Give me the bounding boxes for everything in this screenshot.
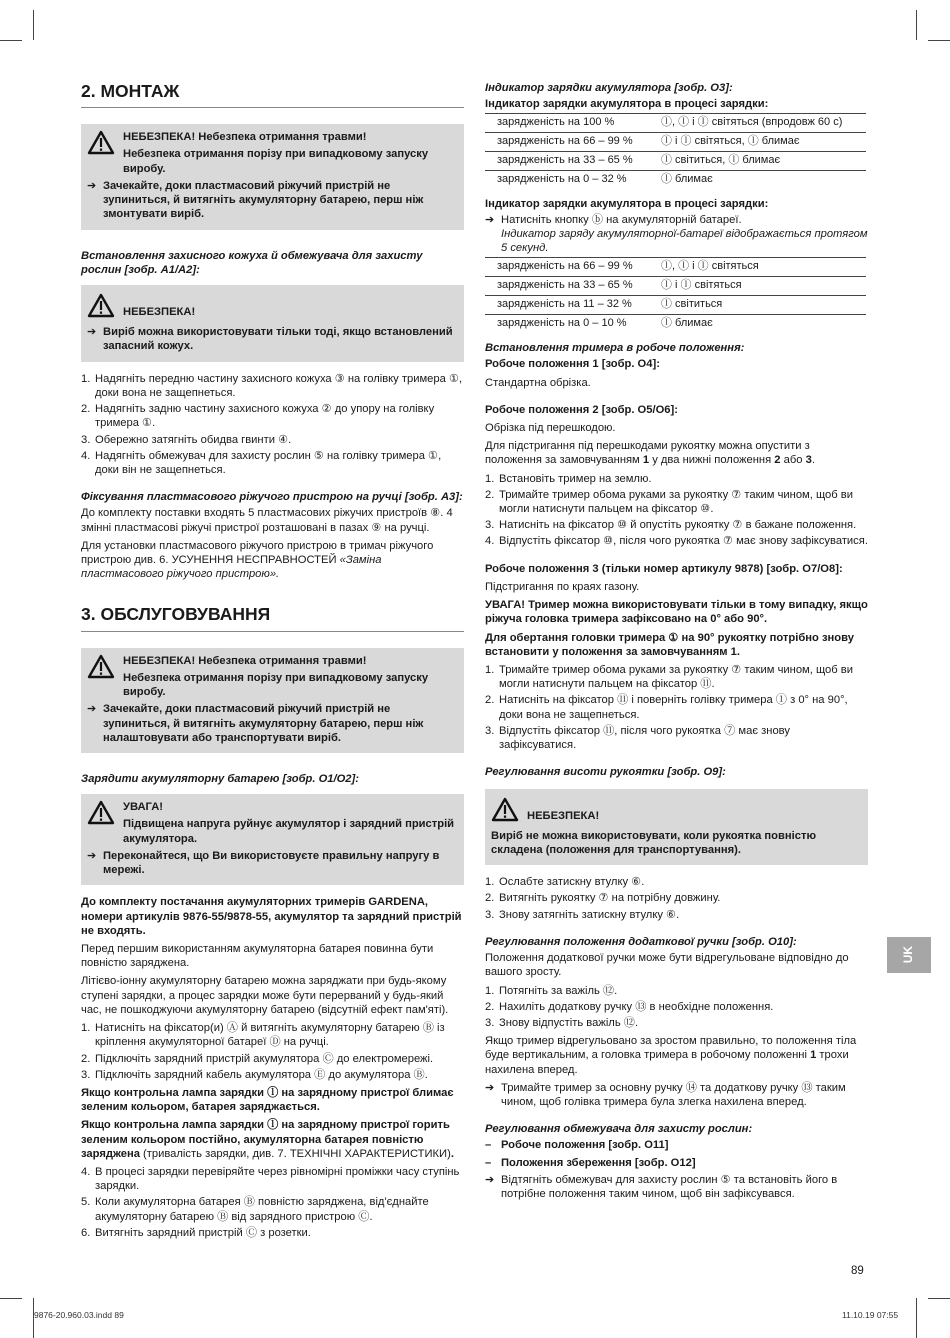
- list-item: 6. Витягніть зарядний пристрій Ⓒ з розетки.: [81, 1226, 311, 1239]
- indicator-subheading-2: Індикатор зарядки акумулятора в процесі зарядки:: [485, 198, 769, 211]
- charge-steps-list: [81, 1021, 464, 1082]
- limiter-arrow-step: ➔ Відтягніть обмежувач для захисту рослин ⑤ та встановіть його в потрібне положення таким чином, щоб він зафіксувався.: [485, 1173, 838, 1201]
- list-item: 1. Натисніть на фіксатор(и) Ⓐ й витягніть акумуляторну батарею Ⓑ із кріплення акумуляторної батареї Ⓓ на ручці.: [81, 1022, 445, 1049]
- table-row: зарядженість на 0 – 32 % ⓛ блимає: [485, 171, 866, 189]
- warning-title: НЕБЕЗПЕКА!: [123, 306, 196, 319]
- press-button-step: ➔ Натисніть кнопку ⓑ на акумуляторній батареї. Індикатор заряду акумуляторної-батареї відображається протягом 5 секунд.: [485, 213, 868, 254]
- footer-date: 11.10.19 07:55: [842, 1310, 899, 1320]
- list-item: 1. Надягніть передню частину захисного кожуха ③ на голівку тримера ①, доки вона не защепнеться.: [81, 372, 463, 399]
- shield-steps-list: [81, 372, 464, 478]
- height-steps: [485, 875, 868, 922]
- warning-title: НЕБЕЗПЕКА!: [527, 810, 600, 823]
- warning-text: Підвищена напруга руйнує акумулятор і зарядний пристрій акумулятора.: [123, 818, 455, 845]
- table-row: зарядженість на 100 % ⓛ, ⓛ і ⓛ світяться (впродовж 60 с): [485, 114, 866, 133]
- table-row: зарядженість на 11 – 32 % ⓛ світиться: [485, 296, 866, 315]
- crop-mark: [928, 40, 950, 41]
- position-3-steps: [485, 663, 868, 752]
- charge-steps-list-2: [81, 1165, 464, 1240]
- list-item: 3. Знову відпустіть важіль ⑫.: [485, 1016, 639, 1029]
- crop-mark: [928, 1298, 950, 1299]
- warning-title: НЕБЕЗПЕКА! Небезпека отримання травми!: [123, 654, 367, 667]
- charge-paragraph-2: Літієво-іонну акумуляторну батарею можна заряджати при будь-якому ступені зарядки, а процес зарядки може бути перерваний у будь-який час, не пошкоджуючи акумуляторну батарею (відсутній ефект пам'яті).: [81, 975, 449, 1016]
- list-item: 2. Натисніть на фіксатор ⑪ і поверніть голівку тримера ① з 0° на 90°, доки вона не защепнеться.: [485, 694, 848, 721]
- position-3-title: Робоче положення 3 (тільки номер артикулу 9878) [зобр. O7/O8]:: [485, 562, 843, 575]
- aux-handle-arrow-step: ➔ Тримайте тример за основну ручку ⑭ та додаткову ручку ⑬ таким чином, щоб голівка тримера була злегка нахилена вперед.: [485, 1081, 846, 1109]
- crop-mark: [0, 1298, 22, 1299]
- aux-handle-heading: Регулювання положення додаткової ручки [зобр. O10]:: [485, 935, 797, 948]
- indicator-heading: Індикатор зарядки акумулятора [зобр. O3]:: [485, 82, 733, 94]
- warning-box-1: [81, 124, 464, 229]
- crop-mark: [0, 40, 22, 41]
- list-item: 3. Натисніть на фіксатор ⑩ й опустіть рукоятку ⑦ в бажане положення.: [485, 519, 857, 532]
- warning-action: Зачекайте, доки пластмасовий ріжучий пристрій не зупиниться, й витягніть акумуляторну батарею, перш ніж змонтувати виріб.: [103, 179, 424, 221]
- arrow-icon: ➔: [87, 179, 97, 192]
- position-2-text: Обрізка під перешкодою.: [485, 421, 616, 434]
- table-row: зарядженість на 66 – 99 % ⓛ і ⓛ світяться, ⓛ блимає: [485, 133, 866, 152]
- arrow-icon: ➔: [87, 849, 97, 862]
- charge-heading: Зарядити акумуляторну батарею [зобр. O1/O2]:: [81, 773, 359, 785]
- fix-paragraph-1: До комплекту поставки входять 5 пластмасових ріжучих пристроїв ⑧. 4 змінні пластмасові ріжучі пристрої розташовані в пазах ⑨ на ручці.: [81, 507, 453, 534]
- list-item: 4. Надягніть обмежувач для захисту рослин ⑤ на голівку тримера ①, доки він не защепнеться.: [81, 449, 442, 476]
- warning-text: Небезпека отримання порізу при випадковому запуску виробу.: [123, 671, 429, 699]
- list-item: 1. Потягніть за важіль ⑫.: [485, 984, 618, 997]
- table-row: зарядженість на 0 – 10 % ⓛ блимає: [485, 315, 866, 333]
- language-tab: UK: [887, 937, 931, 973]
- warning-text: Небезпека отримання порізу при випадковому запуску виробу.: [123, 148, 429, 175]
- list-item: 1. Ослабте затискну втулку ⑥.: [485, 876, 645, 889]
- warning-box-2: [81, 285, 464, 362]
- warning-triangle-icon: [87, 130, 115, 159]
- list-item: 4. В процесі зарядки перевіряйте через рівномірні проміжки часу ступінь зарядки.: [81, 1166, 460, 1193]
- list-item: 5. Коли акумуляторна батарея Ⓑ повністю заряджена, від'єднайте акумуляторну батарею Ⓑ від зарядного пристрою Ⓒ.: [81, 1196, 429, 1223]
- warning-box-3: [81, 648, 464, 753]
- warning-action: Переконайтеся, що Ви використовуєте правильну напругу в мережі.: [103, 849, 440, 877]
- list-item: 2. Підключіть зарядний пристрій акумулятора Ⓒ до електромережі.: [81, 1052, 434, 1065]
- arrow-icon: ➔: [485, 1081, 495, 1094]
- height-heading: Регулювання висоти рукоятки [зобр. O9]:: [485, 766, 726, 779]
- charge-paragraph-1: Перед першим використанням акумуляторна батарея повинна бути повністю заряджена.: [81, 942, 434, 970]
- table-row: зарядженість на 33 – 65 % ⓛ і ⓛ світяться: [485, 277, 866, 296]
- fix-paragraph-2: Для установки пластмасового ріжучого пристрою в тримач ріжучого пристрою див. 6. УСУНЕННЯ НЕСПРАВНОСТЕЙ «Заміна пластмасового ріжучого пристрою».: [81, 539, 434, 581]
- warning-triangle-icon: [87, 293, 115, 322]
- crop-mark: [916, 1298, 917, 1338]
- left-column: [81, 78, 464, 1244]
- aux-handle-text: Положення додаткової ручки може бути відрегульоване відповідно до вашого зросту.: [485, 952, 849, 979]
- position-1-text: Стандартна обрізка.: [485, 376, 591, 389]
- aux-handle-note: Якщо тример відрегульовано за зростом правильно, то положення тіла буде вертикальним, а головка тримера в робочому положенні 1 трохи нахилена вперед.: [485, 1035, 857, 1076]
- arrow-icon: ➔: [485, 1173, 495, 1186]
- lamp-on-note: Якщо контрольна лампа зарядки ⓛ на зарядному пристрої горить зеленим кольором постійно, акумуляторна батарея повністю заряджена (тривалість зарядки, див. 7. ТЕХНІЧНІ ХАРАКТЕРИСТИКИ).: [81, 1119, 454, 1160]
- position-3-warning: УВАГА! Тример можна використовувати тільки в тому випадку, якщо ріжуча головка тримера зафіксовано на 0° або 90°.: [485, 599, 868, 626]
- shield-heading: Встановлення захисного кожуха й обмежувача для захисту рослин [зобр. A1/A2]:: [81, 249, 423, 276]
- charge-indicator-table-2: [485, 257, 866, 333]
- warning-triangle-icon: [491, 797, 519, 826]
- arrow-icon: ➔: [485, 213, 495, 226]
- crop-mark: [916, 10, 917, 40]
- table-row: зарядженість на 33 – 65 % ⓛ світиться, ⓛ блимає: [485, 152, 866, 171]
- page-number: 89: [851, 1265, 864, 1277]
- section-2-title: 2. МОНТАЖ: [81, 80, 464, 108]
- arrow-icon: ➔: [87, 326, 97, 339]
- aux-handle-steps: [485, 984, 868, 1031]
- list-item: 2. Нахиліть додаткову ручку ⑬ в необхідне положення.: [485, 1000, 774, 1013]
- list-item: 3. Знову затягніть затискну втулку ⑥.: [485, 908, 680, 921]
- warning-triangle-icon: [87, 654, 115, 683]
- list-item: 1. Тримайте тример обома руками за рукоятку ⑦ таким чином, щоб ви могли натиснути пальцем на фіксатор ⑪.: [485, 664, 853, 691]
- position-2-title: Робоче положення 2 [зобр. O5/O6]:: [485, 403, 678, 416]
- list-item: 3. Обережно затягніть обидва гвинти ④.: [81, 433, 292, 446]
- warning-title: НЕБЕЗПЕКА! Небезпека отримання травми!: [123, 131, 367, 144]
- fix-heading: Фіксування пластмасового ріжучого пристрою на ручці [зобр. A3]:: [81, 491, 463, 504]
- warning-action: Зачекайте, доки пластмасовий ріжучий пристрій не зупиниться, й витягніть акумуляторну батарею, перш ніж налаштовувати або транспортувати виріб.: [103, 703, 424, 744]
- list-item: 4. Відпустіть фіксатор ⑩, після чого рукоятка ⑦ має знову зафіксуватися.: [485, 535, 868, 548]
- indicator-subheading-1: Індикатор зарядки акумулятора в процесі зарядки:: [485, 98, 769, 111]
- limiter-option-1: – Робоче положення [зобр. O11]: [485, 1139, 669, 1152]
- arrow-icon: ➔: [87, 703, 97, 716]
- position-1-title: Робоче положення 1 [зобр. O4]:: [485, 358, 660, 371]
- limiter-heading: Регулювання обмежувача для захисту рослин:: [485, 1123, 753, 1136]
- list-item: 2. Надягніть задню частину захисного кожуха ② до упору на голівку тримера ①.: [81, 403, 435, 430]
- warning-box-4: [81, 794, 464, 885]
- table-row: зарядженість на 66 – 99 % ⓛ, ⓛ і ⓛ світяться: [485, 258, 866, 277]
- charge-indicator-table-1: [485, 113, 866, 189]
- position-3-text: Підстригання по краях газону.: [485, 580, 640, 593]
- crop-mark: [33, 10, 34, 40]
- work-position-heading: Встановлення тримера в робоче положення:: [485, 342, 745, 355]
- list-item: 2. Витягніть рукоятку ⑦ на потрібну довжину.: [485, 892, 721, 905]
- position-2-text-2: Для підстригання під перешкодами рукоятку можна опустити з положення за замовчуванням 1 у два нижні положення 2 або 3.: [485, 440, 815, 467]
- warning-triangle-icon: [87, 800, 115, 829]
- list-item: 2. Тримайте тример обома руками за рукоятку ⑦ таким чином, щоб ви могли натиснути пальцем на фіксатор ⑩.: [485, 488, 853, 516]
- warning-title: УВАГА!: [123, 801, 164, 814]
- list-item: 3. Підключіть зарядний кабель акумулятора Ⓔ до акумулятора Ⓑ.: [81, 1068, 428, 1081]
- list-item: 3. Відпустіть фіксатор ⑪, після чого рукоятка ⑦ має знову зафіксуватися.: [485, 724, 790, 752]
- kit-note: До комплекту постачання акумуляторних тримерів GARDENA, номери артикулів 9876-55/9878-55, акумулятор та зарядний пристрій не входять.: [81, 896, 462, 937]
- warning-box-5: [485, 789, 868, 866]
- position-3-rotate: Для обертання головки тримера ① на 90° рукоятку потрібно знову встановити у положення за замовчуванням 1.: [485, 631, 854, 658]
- right-column: [485, 81, 868, 1201]
- footer-file: 9876-20.960.03.indd 89: [34, 1310, 124, 1320]
- limiter-option-2: – Положення збереження [зобр. O12]: [485, 1156, 696, 1169]
- list-item: 1. Встановіть тример на землю.: [485, 472, 652, 485]
- warning-action: Виріб можна використовувати тільки тоді, якщо встановлений запасний кожух.: [103, 326, 453, 353]
- lamp-blink-note: Якщо контрольна лампа зарядки ⓛ на зарядному пристрої блимає зеленим кольором, батарея заряджається.: [81, 1086, 454, 1114]
- position-2-steps: [485, 472, 868, 549]
- section-3-title: 3. ОБСЛУГОВУВАННЯ: [81, 603, 464, 631]
- warning-text: Виріб не можна використовувати, коли рукоятка повністю складена (положення для транспортування).: [491, 829, 816, 856]
